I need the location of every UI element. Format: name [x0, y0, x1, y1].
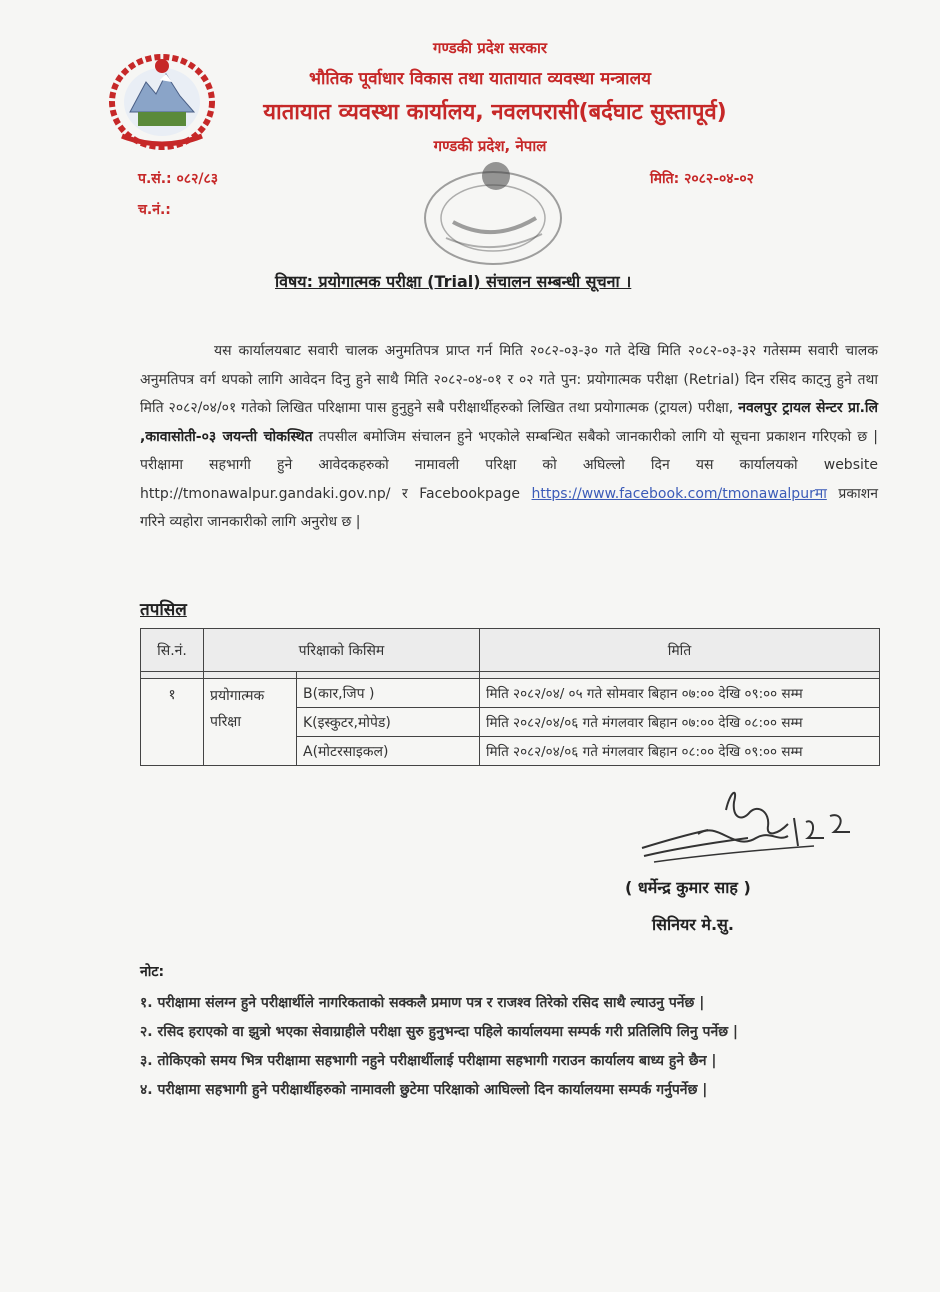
category-cell: K(इस्कुटर,मोपेड) [297, 708, 480, 737]
schedule-title: तपसिल [140, 600, 187, 620]
signature-icon [638, 782, 854, 870]
date-cell: मिति २०८२/०४/०६ गते मंगलवार बिहान ०८:०० देखि ०९:०० सम्म [480, 737, 880, 766]
serial-cell: १ [141, 679, 204, 766]
exam-schedule-table [140, 628, 880, 766]
office-stamp-icon [418, 158, 568, 270]
category-cell: B(कार,जिप ) [297, 679, 480, 708]
ministry-heading: भौतिक पूर्वाधार विकास तथा यातायात व्यवस्था मन्त्रालय [309, 69, 651, 89]
body-text-part-1: यस कार्यालयबाट सवारी चालक अनुमतिपत्र प्राप्त गर्न मिति २०८२-०३-३० गते देखि मिति २०८२-०३-३२ गतेसम्म सवारी चालक अनुमतिपत्र वर्ग थपको लागि आवेदन दिनु हुने साथै मिति २०८२-०४-०१ र ०२ गते पुन: प्रयोगात्मक परीक्षा (Retrial) दिन रसिद काट्नु हुने तथा मिति २०८२/०४/०१ गतेको लिखित परिक्षामा पास हुनुहुने सबै परीक्षार्थीहरुको लिखित तथा प्रयोगात्मक (ट्रायल) परीक्षा, [140, 343, 878, 416]
dispatch-number: च.नं.: [138, 202, 171, 218]
table-header-row [141, 629, 880, 672]
signatory-name: ( धर्मेन्द्र कुमार साह ) [625, 878, 751, 897]
body-text-part-2: तपसील बमोजिम संचालन हुने भएकोले सम्बन्धित सबैको जानकारीको लागि यो सूचना प्रकाशन गरिएको छ | परीक्षामा सहभागी हुने आवेदकहरुको नामावली परिक्षा को अघिल्लो दिन यस कार्यालयको website http://tmonawalpur.gandaki.gov.np/ र Facebookpage [140, 428, 878, 502]
category-cell: A(मोटरसाइकल) [297, 737, 480, 766]
date-cell: मिति २०८२/०४/०६ गते मंगलवार बिहान ०७:०० देखि ०८:०० सम्म [480, 708, 880, 737]
notes-heading: नोट: [140, 964, 165, 980]
province-heading: गण्डकी प्रदेश, नेपाल [433, 137, 547, 155]
office-heading: यातायात व्यवस्था कार्यालय, नवलपरासी(बर्दघाट सुस्तापूर्व) [263, 100, 727, 125]
header-date: मिति [480, 629, 880, 672]
note-item: ४. परीक्षामा सहभागी हुने परीक्षार्थीहरुको नामावली छुटेमा परिक्षाको आघिल्लो दिन कार्यालयमा सम्पर्क गर्नुपर्नेछ | [140, 1082, 708, 1098]
note-item: ३. तोकिएको समय भित्र परीक्षामा सहभागी नहुने परीक्षार्थीलाई परीक्षामा सहभागी गराउन कार्यालय बाध्य हुने छैन | [140, 1053, 717, 1069]
body-text-part-3: प्रकाशन गरिने व्यहोरा जानकारीको लागि अनुरोध छ | [140, 485, 878, 530]
header-serial: सि.नं. [141, 629, 204, 672]
note-item: १. परीक्षामा संलग्न हुने परीक्षार्थीले नागरिकताको सक्कलै प्रमाण पत्र र राजश्व तिरेको रसिद साथै ल्याउनु पर्नेछ | [140, 995, 705, 1011]
signatory-title: सिनियर मे.सु. [652, 915, 734, 934]
notice-subject: विषय: प्रयोगात्मक परीक्षा (Trial) संचालन सम्बन्धी सूचना । [275, 272, 632, 291]
government-heading: गण्डकी प्रदेश सरकार [433, 39, 547, 57]
note-item: २. रसिद हराएको वा झुत्रो भएका सेवाग्राहीले परीक्षा सुरु हुनुभन्दा पहिले कार्यालयमा सम्पर्क गरी प्रतिलिपि लिनु पर्नेछ | [140, 1024, 739, 1040]
letter-date: मिति: २०८२-०४-०२ [650, 171, 754, 187]
letter-number: प.सं.: ०८२/८३ [138, 171, 219, 187]
date-cell: मिति २०८२/०४/ ०५ गते सोमवार बिहान ०७:०० देखि ०९:०० सम्म [480, 679, 880, 708]
trial-venue: नवलपुर ट्रायल सेन्टर प्रा.लि ,कावासोती-०३ जयन्ती चोकस्थित [140, 400, 879, 445]
facebook-link[interactable]: https://www.facebook.com/tmonawalpurमा [531, 485, 827, 502]
notice-body [140, 337, 878, 537]
exam-type-cell: प्रयोगात्मक परिक्षा [204, 679, 297, 766]
header-exam-type: परिक्षाको किसिम [204, 629, 480, 672]
table-row [141, 679, 880, 708]
